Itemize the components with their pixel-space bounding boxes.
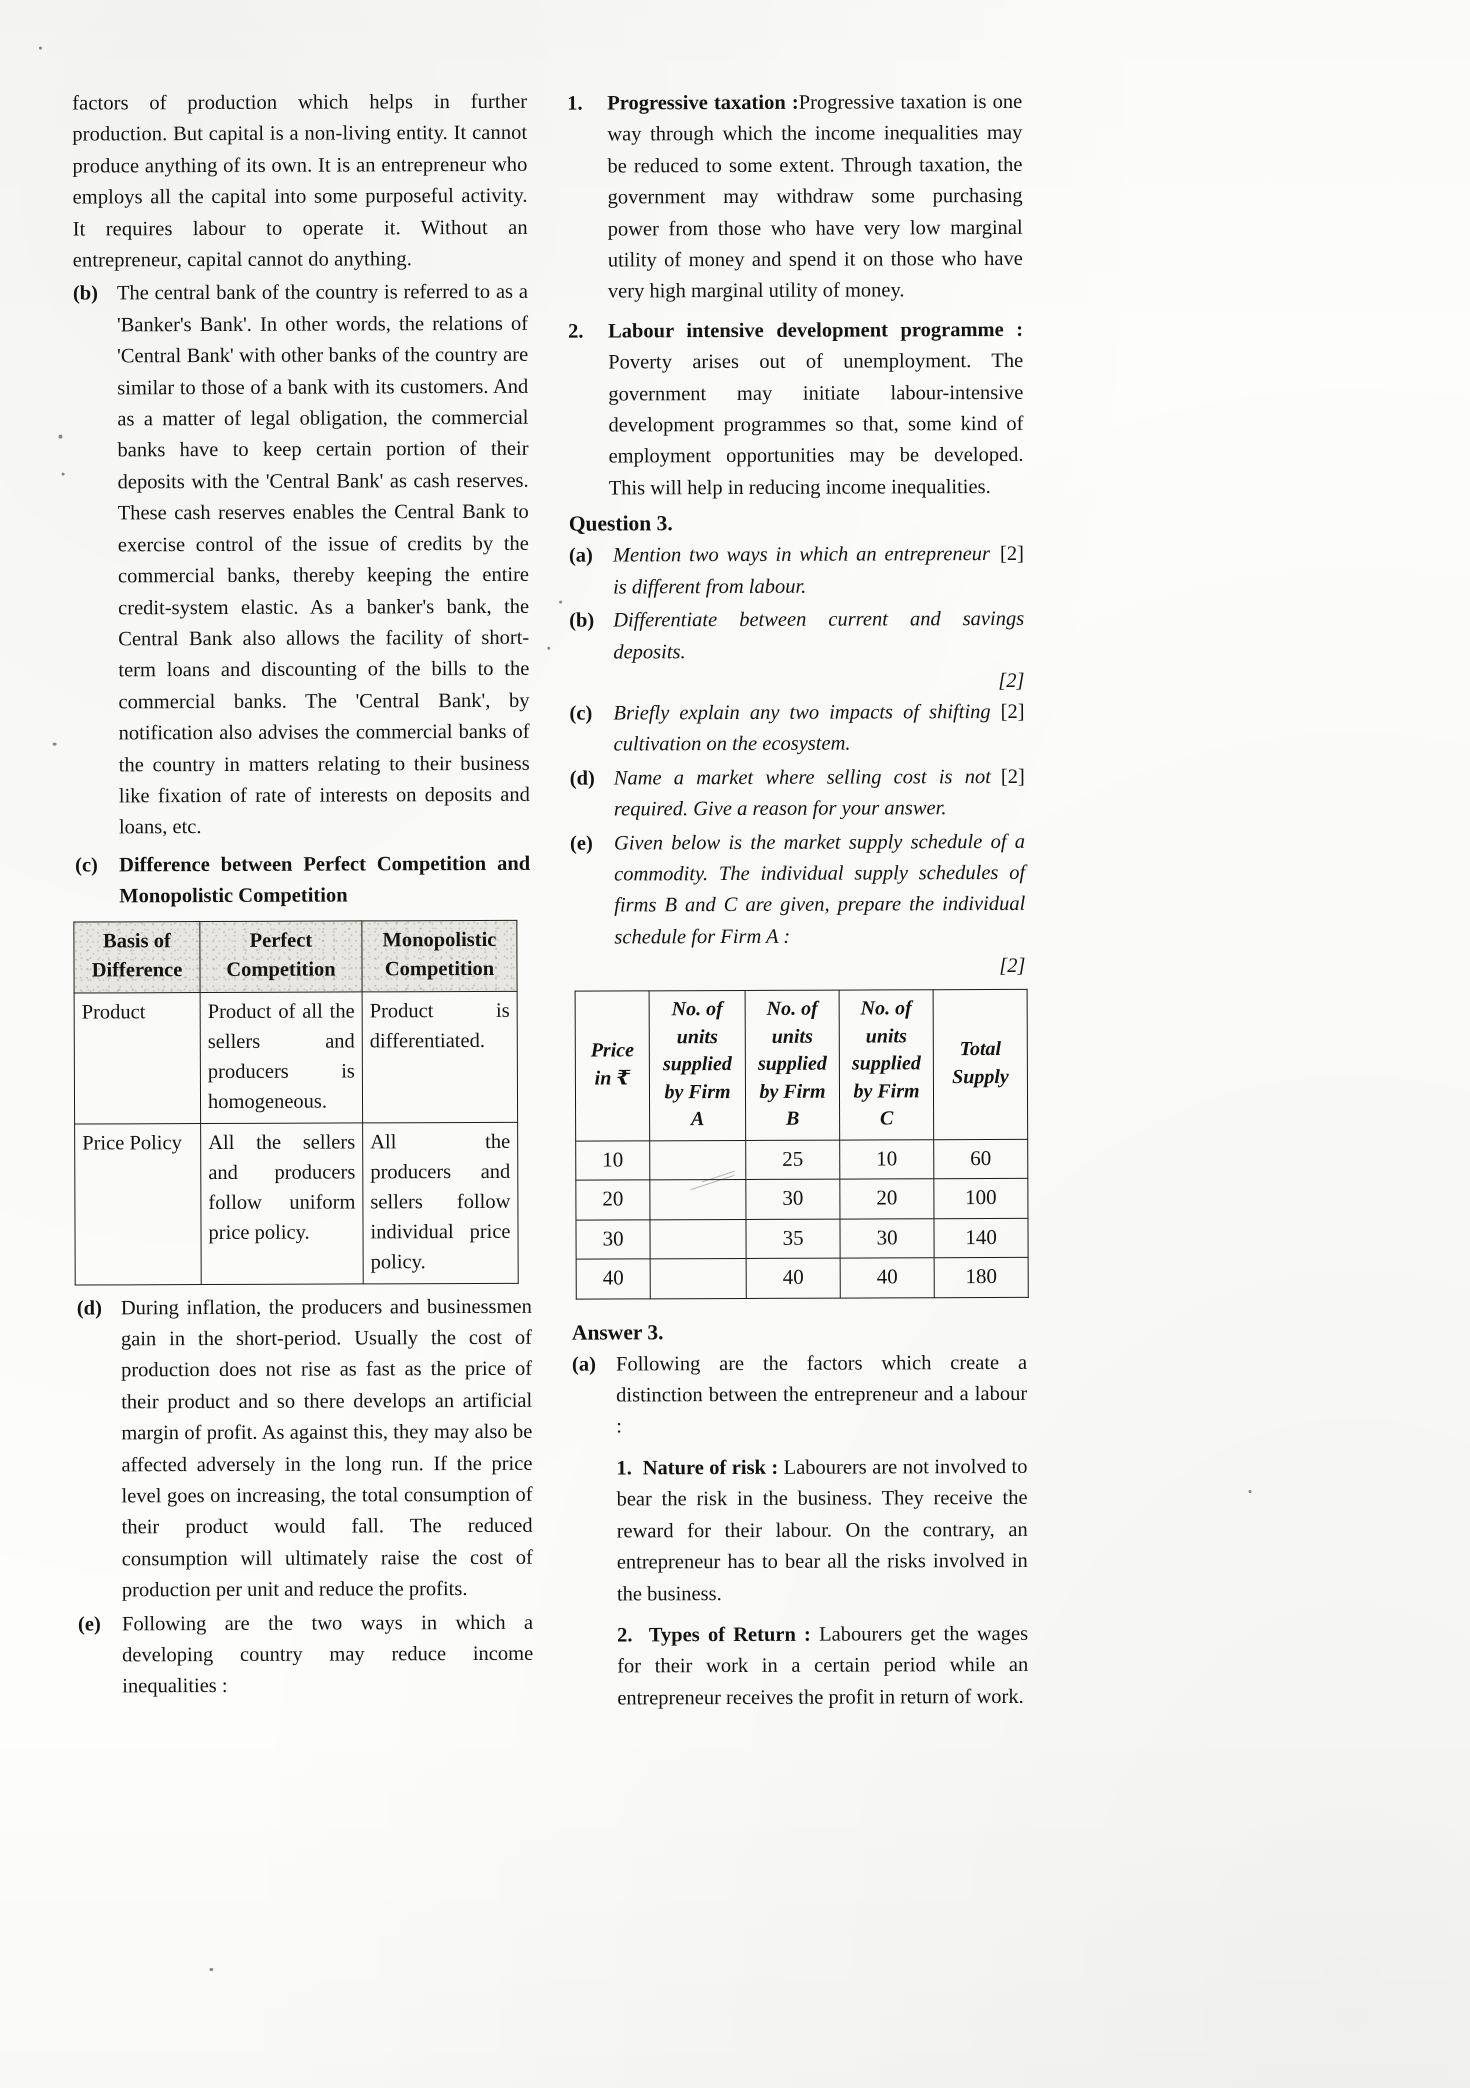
point-title-1: Progressive taxation : [607,91,799,115]
cell-price: 30 [576,1219,650,1259]
table-row [75,1122,519,1285]
list-marker-e: (e) [77,1613,101,1636]
cell-firm-b: 35 [746,1219,840,1259]
numbered-point-2 [568,315,1024,505]
list-body-b: The central bank of the country is referred to as a 'Banker's Bank'. In other words, the relations of 'Central Bank' with other banks of the country are similar to those of a bank with its customers. And as a matter of legal obligation, the commercial banks have to keep certain portion of their deposits with the 'Central Bank' as cash reserves. These cash reserves enables the Central Bank to exercise control of the issue of credits by the commercial banks, thereby keeping the entire credit-system elastic. As a banker's bank, the Central Bank also allows the facility of short-term loans and discounting of the bills to the commercial banks. The 'Central Bank', by notification also advises the commercial banks of the country in matters relating to their business like fixation of rate of interests on deposits and loans, etc. [116,281,530,839]
numbered-point-1 [567,87,1023,309]
list-body-e: Following are the two ways in which a developing country may reduce income inequalities : [121,1611,534,1698]
marks-e: [2] [999,955,1026,978]
answer-point-1-title: Nature of risk : [642,1456,779,1480]
answer-point-1-text: Labourers are not involved to bear the risk in the business. They receive the reward for their labour. On the contrary, an entrepreneur has to bear all the risks involved in the business. [616,1455,1028,1605]
scan-speck [53,743,57,746]
col-header-firm-a: No. of units supplied by Firm A [649,991,746,1141]
cell-basis-price-policy: Price Policy [75,1123,202,1284]
cell-firm-a [650,1140,746,1180]
col-header-total-supply: Total Supply [933,990,1028,1140]
cell-monopolistic-product: Product is differentiated. [362,991,518,1123]
cell-perfect-price-policy: All the sellers and producers follow uniform price policy. [201,1122,364,1284]
cell-price: 10 [576,1140,650,1180]
cell-total: 140 [934,1218,1028,1258]
cell-firm-b: 25 [746,1140,840,1180]
list-marker-d: (d) [76,1296,102,1320]
answer-3-heading: Answer 3. [571,1319,664,1345]
scan-speck [39,47,42,50]
answer-point-2 [617,1619,1028,1715]
perfect-vs-monopolistic-table [73,919,518,1285]
question-part-c [569,697,1024,762]
continued-paragraph: factors of production which helps in further production. But capital is a non-living entity. It cannot produce anything of its own. It is an entrepreneur who employs all the capital into some purposeful activity. It requires labour to operate it. Without an entrepreneur, capital cannot do anything. [72,90,528,272]
question-text-c [613,697,1024,761]
supply-header-row [575,990,1028,1141]
cell-monopolistic-price-policy: All the producers and sellers follow individual price policy. [363,1122,519,1284]
scan-speck [547,647,550,650]
question-part-d [570,762,1025,827]
col-header-monopolistic: Monopolistic Competition [362,920,517,992]
point-title-2: Labour intensive development programme : [608,318,1024,343]
cell-firm-b: 40 [746,1258,840,1298]
scan-speck [62,473,65,476]
comparison-heading: Difference between Perfect Competition and Monopolistic Competition [119,852,531,908]
question-text-e: Given below is the market supply schedule of a commodity. The individual supply schedules of firms B and C are given, prepare the individual schedule for Firm A : [613,830,1026,949]
point-number-1: 1. [567,92,583,115]
table-header-row [74,920,517,993]
marks-a: [2] [999,543,1024,566]
answer-part-a [572,1348,1028,1715]
cell-firm-a [650,1219,746,1259]
list-marker-b: (b) [72,282,99,305]
scan-speck [1249,1490,1252,1493]
cell-price: 40 [576,1259,650,1299]
question-text-b: Differentiate between current and savings deposits. [613,607,1025,663]
question-body-c: Briefly explain any two impacts of shifting cultivation on the ecosystem. [613,700,991,756]
list-item-b [73,277,530,844]
scan-speck [209,1968,213,1971]
cell-firm-a [650,1259,746,1299]
table-row [74,991,517,1124]
market-supply-schedule-table [575,989,1029,1299]
supply-row [576,1218,1028,1259]
marks-b: [2] [998,669,1025,692]
question-text-a [613,539,1024,603]
list-item-e [78,1607,533,1703]
cell-perfect-product: Product of all the sellers and producers is homogeneous. [200,991,363,1123]
question-marker-d: (d) [569,767,595,790]
cell-firm-c: 20 [840,1179,934,1219]
supply-row [576,1139,1028,1180]
answer-intro-a: Following are the factors which create a distinction between the entrepreneur and a labour : [615,1351,1028,1438]
price-line-1: Price [590,1039,635,1062]
question-marker-b: (b) [569,609,595,632]
question-marker-a: (a) [568,544,593,567]
answer-point-1 [616,1452,1028,1611]
cell-firm-c: 10 [840,1139,934,1179]
list-item-c [75,849,530,914]
cell-basis-product: Product [74,992,201,1123]
answer-point-2-title: Types of Return : [648,1623,811,1647]
answer-point-2-number: 2. [617,1624,633,1647]
col-header-firm-c: No. of units supplied by Firm C [839,990,934,1140]
cell-total: 60 [934,1139,1028,1179]
col-header-basis: Basis of Difference [74,921,200,992]
col-header-firm-b: No. of units supplied by Firm B [745,990,840,1140]
question-part-e [570,826,1026,981]
question-marker-c: (c) [569,702,593,725]
left-column [72,87,533,1704]
point-number-2: 2. [568,320,584,343]
point-body-1 [607,87,1023,308]
question-text-d [614,762,1025,826]
supply-row [576,1258,1028,1299]
answer-point-2-text: Labourers get the wages for their work in a certain period while an entrepreneur receives the profit in return of work. [617,1622,1029,1710]
col-header-perfect: Perfect Competition [200,920,362,992]
list-marker-c: (c) [75,854,98,877]
point-text-2: Poverty arises out of unemployment. The government may initiate labour-intensive development programmes so that, some kind of employment opportunities may be developed. This will help in reducing income inequalities. [608,350,1024,500]
question-marker-e: (e) [569,832,593,855]
answer-marker-a: (a) [571,1353,596,1376]
list-item-d [77,1291,533,1607]
right-column [567,85,1028,1715]
answer-point-1-number: 1. [616,1457,632,1480]
cell-total: 180 [934,1258,1028,1298]
col-header-price [575,991,650,1141]
scan-speck [58,435,62,439]
question-part-a [569,539,1024,604]
question-body-d: Name a market where selling cost is not required. Give a reason for your answer. [613,765,991,821]
cell-price: 20 [576,1180,650,1220]
question-body-a: Mention two ways in which an entrepreneur is different from labour. [612,543,991,599]
price-line-2: in ₹ [594,1067,631,1090]
cell-total: 100 [934,1179,1028,1219]
cell-firm-b: 30 [746,1179,840,1219]
cell-firm-c: 40 [840,1258,934,1298]
cell-firm-c: 30 [840,1218,934,1258]
marks-c: [2] [1000,700,1025,723]
scan-speck [559,601,562,604]
point-text-1: Progressive taxation is one way through which the income inequalities may be reduced to some extent. Through taxation, the government may withdraw some purchasing power from those who have very low marginal utility of money and spend it on those who have very high marginal utility of money. [607,90,1023,303]
question-part-b [569,604,1024,697]
supply-row [576,1179,1028,1220]
point-body-2 [608,315,1024,505]
marks-d: [2] [1000,765,1025,788]
question-3-heading: Question 3. [568,511,673,536]
list-body-d: During inflation, the producers and businessmen gain in the short-period. Usually the cost of production does not rise as fast as the price of their product and so there develops an artificial margin of profit. As against this, they may also be affected adversely in the long run. If the price level goes on increasing, the total consumption of their product would fall. The reduced consumption will ultimately raise the cost of production per unit and reduce the profits. [120,1295,533,1602]
